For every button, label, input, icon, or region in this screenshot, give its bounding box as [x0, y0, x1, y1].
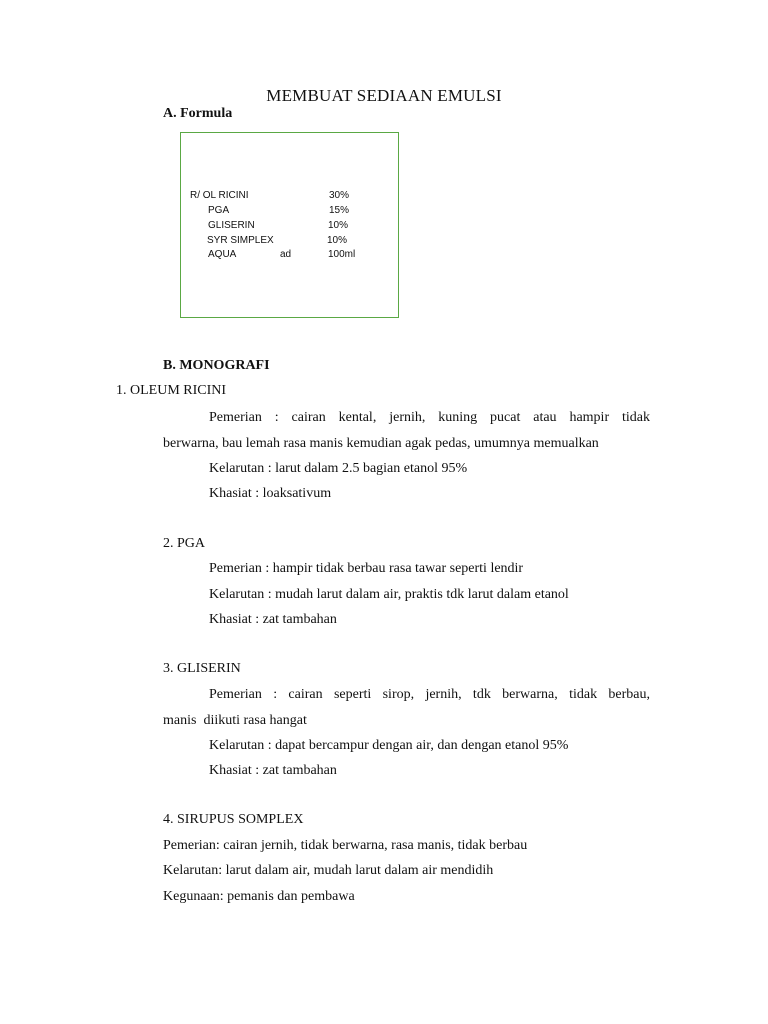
- formula-row-amount: 10%: [327, 235, 348, 246]
- monograph-pemerian: [163, 682, 650, 734]
- formula-row-amount: 100ml: [328, 249, 356, 260]
- formula-row-amount: 30%: [329, 190, 350, 201]
- formula-row-name: R/ OL RICINI: [190, 190, 249, 201]
- monograph-khasiat: Khasiat : loaksativum: [209, 486, 332, 501]
- formula-row-name: GLISERIN: [208, 220, 255, 231]
- formula-row-name: PGA: [208, 205, 230, 216]
- monograph-pemerian: Pemerian: cairan jernih, tidak berwarna, rasa manis, tidak berbau: [163, 838, 528, 853]
- monograph-pemerian: [163, 405, 650, 457]
- monograph-kelarutan: Kelarutan: larut dalam air, mudah larut dalam air mendidih: [163, 863, 494, 878]
- monograph-heading: 4. SIRUPUS SOMPLEX: [163, 812, 304, 827]
- formula-row-ad: ad: [280, 249, 292, 260]
- formula-row-name: AQUA: [208, 249, 237, 260]
- formula-row-amount: 10%: [328, 220, 349, 231]
- pemerian-line: Pemerian : cairan seperti sirop, jernih, tdk berwarna, tidak berbau,: [209, 687, 650, 702]
- monograph-pemerian: Pemerian : hampir tidak berbau rasa tawar seperti lendir: [209, 561, 524, 576]
- monograph-heading: 1. OLEUM RICINI: [116, 383, 227, 398]
- monograph-heading: 3. GLISERIN: [163, 661, 241, 676]
- monograph-khasiat: Khasiat : zat tambahan: [209, 763, 337, 778]
- monograph-kelarutan: Kelarutan : larut dalam 2.5 bagian etanol 95%: [209, 461, 468, 476]
- pemerian-line: manis diikuti rasa hangat: [163, 713, 307, 728]
- formula-box: [180, 132, 399, 318]
- formula-row-amount: 15%: [329, 205, 350, 216]
- section-b-heading: B. MONOGRAFI: [163, 358, 270, 373]
- pemerian-line: Pemerian : cairan kental, jernih, kuning pucat atau hampir tidak: [209, 410, 650, 425]
- document-title: MEMBUAT SEDIAAN EMULSI: [266, 86, 502, 105]
- pemerian-line: berwarna, bau lemah rasa manis kemudian agak pedas, umumnya memualkan: [163, 436, 599, 451]
- section-a-heading: A. Formula: [163, 106, 233, 121]
- monograph-khasiat: Khasiat : zat tambahan: [209, 612, 337, 627]
- monograph-kelarutan: Kelarutan : dapat bercampur dengan air, dan dengan etanol 95%: [209, 738, 569, 753]
- monograph-kegunaan: Kegunaan: pemanis dan pembawa: [163, 889, 355, 904]
- formula-row-name: SYR SIMPLEX: [207, 235, 274, 246]
- monograph-kelarutan: Kelarutan : mudah larut dalam air, praktis tdk larut dalam etanol: [209, 587, 569, 602]
- monograph-heading: 2. PGA: [163, 536, 206, 551]
